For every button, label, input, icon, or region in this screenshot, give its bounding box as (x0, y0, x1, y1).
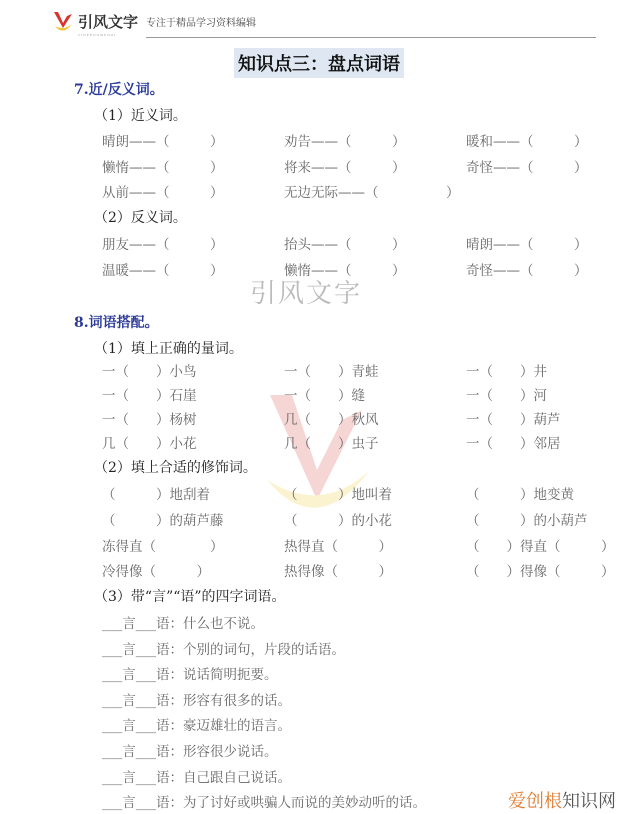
subsection-label: （2）反义词。 (94, 210, 187, 226)
exercise-item: 几（ ）小花 (102, 436, 197, 452)
page-title: 知识点三：盘点词语 (234, 48, 404, 78)
exercise-item: 劝告——（ ） (284, 134, 406, 150)
site-name-part1: 爱创根 (508, 791, 562, 812)
exercise-item: （ ）地变黄 (466, 487, 574, 503)
idiom-item: ___言___语：豪迈雄壮的语言。 (102, 718, 291, 735)
brand-slogan: 专注于精品学习资料编辑 (146, 18, 256, 29)
watermark-text: 引风文字 (250, 279, 363, 309)
site-watermark (508, 787, 616, 813)
exercise-item: 一（ ）缝 (284, 388, 365, 404)
exercise-item: 一（ ）石崖 (102, 388, 197, 404)
exercise-item: 懒惰——（ ） (284, 263, 406, 279)
site-name-part2: 知识网 (562, 791, 616, 812)
exercise-item: 一（ ）河 (466, 388, 547, 404)
exercise-item: 几（ ）虫子 (284, 436, 379, 452)
exercise-item: 将来——（ ） (284, 160, 406, 176)
exercise-item: （ ）地叫着 (284, 487, 392, 503)
exercise-item: （ ）地刮着 (102, 487, 210, 503)
exercise-item: 暖和——（ ） (466, 134, 588, 150)
section-heading: 8.词语搭配。 (74, 315, 159, 331)
exercise-item: （ ）的葫芦藤 (102, 513, 224, 529)
exercise-item: 一（ ）青蛙 (284, 364, 379, 380)
exercise-item: 抬头——（ ） (284, 237, 406, 253)
exercise-item: 奇怪——（ ） (466, 263, 588, 279)
exercise-item: 一（ ）葫芦 (466, 412, 561, 428)
exercise-item: 热得直（ ） (284, 539, 392, 555)
idiom-item: ___言___语：说话简明扼要。 (102, 667, 278, 684)
exercise-item: 一（ ）邻居 (466, 436, 561, 452)
exercise-item: 热得像（ ） (284, 564, 392, 580)
exercise-item: 一（ ）杨树 (102, 412, 197, 428)
exercise-item: （ ）的小葫芦 (466, 513, 588, 529)
exercise-item: （ ）的小花 (284, 513, 392, 529)
idiom-item: ___言___语：形容很少说话。 (102, 744, 278, 760)
exercise-item: 朋友——（ ） (102, 237, 224, 253)
exercise-item: 从前——（ ） (102, 185, 224, 201)
section-heading: 7.近/反义词。 (74, 82, 164, 98)
exercise-item: （ ）得像（ ） (466, 564, 615, 580)
subsection-label: （3）带“言”“语”的四字词语。 (94, 589, 286, 605)
exercise-item: 奇怪——（ ） (466, 160, 588, 176)
exercise-item: 晴朗——（ ） (466, 237, 588, 253)
exercise-item: 几（ ）秋风 (284, 412, 379, 428)
idiom-item: ___言___语：自己跟自己说话。 (102, 769, 291, 786)
exercise-item: 懒惰——（ ） (102, 160, 224, 176)
exercise-item: 一（ ）井 (466, 364, 547, 380)
brand-subtitle: YINFENGWENZI (78, 33, 117, 37)
exercise-item: 冻得直（ ） (102, 539, 224, 555)
header-divider (146, 37, 596, 38)
exercise-item: 一（ ）小鸟 (102, 364, 197, 380)
exercise-item: 晴朗——（ ） (102, 134, 224, 150)
exercise-item: 温暖——（ ） (102, 263, 224, 279)
idiom-item: ___言___语：个别的词句，片段的话语。 (102, 641, 345, 658)
exercise-item: 无边无际——（ ） (284, 185, 460, 201)
subsection-label: （2）填上合适的修饰词。 (94, 460, 257, 476)
brand-name: 引风文字 (78, 13, 139, 31)
idiom-item: ___言___语：形容有很多的话。 (102, 692, 291, 709)
logo-icon (52, 10, 74, 36)
exercise-item: （ ）得直（ ） (466, 539, 615, 555)
idiom-item: ___言___语：为了讨好或哄骗人而说的美妙动听的话。 (102, 795, 426, 812)
subsection-label: （1）近义词。 (94, 108, 187, 124)
exercise-item: 冷得像（ ） (102, 564, 210, 580)
subsection-label: （1）填上正确的量词。 (94, 341, 243, 357)
idiom-item: ___言___语：什么也不说。 (102, 616, 264, 632)
